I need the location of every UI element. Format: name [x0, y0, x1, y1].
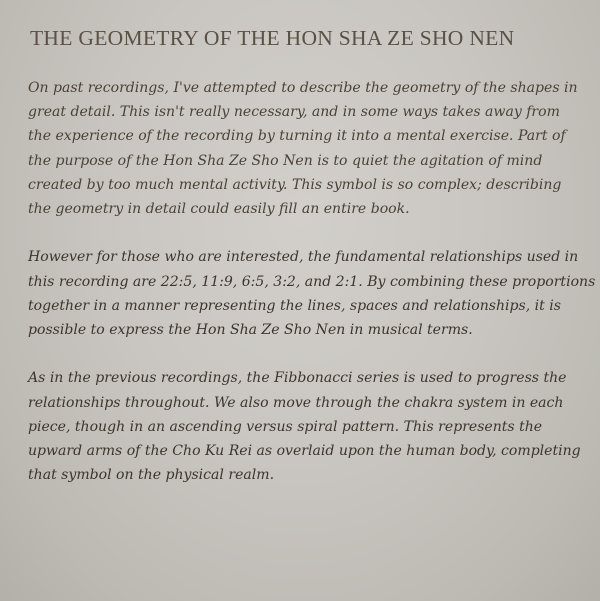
text-line: together in a manner representing the lines, spaces and relationships, it is: [28, 297, 561, 314]
text-line: relationships throughout. We also move through the chakra system in each: [28, 394, 564, 411]
text-line: piece, though in an ascending versus spiral pattern. This represents the: [28, 418, 543, 435]
text-line: On past recordings, I've attempted to describe the geometry of the shapes in: [28, 80, 578, 96]
text-line: great detail. This isn't really necessary, and in some ways takes away from: [28, 104, 560, 121]
text-line: As in the previous recordings, the Fibbonacci series is used to progress the: [28, 370, 567, 387]
paragraph-fibonacci: [28, 366, 593, 487]
text-line: possible to express the Hon Sha Ze Sho Nen in musical terms.: [28, 322, 473, 339]
text-line: created by too much mental activity. This symbol is so complex; describing: [28, 176, 562, 193]
text-line: that symbol on the physical realm.: [28, 467, 275, 484]
body-text: [28, 76, 596, 512]
text-line: this recording are 22:5, 11:9, 6:5, 3:2, and 2:1. By combining these proportions: [28, 273, 596, 290]
text-line: the experience of the recording by turning it into a mental exercise. Part of: [28, 128, 566, 145]
text-line: the geometry in detail could easily fill an entire book.: [28, 201, 410, 218]
paragraph-past-recordings: [28, 76, 593, 221]
text-line: upward arms of the Cho Ku Rei as overlaid upon the human body, completing: [28, 443, 581, 460]
paragraph-relationships: [28, 245, 596, 342]
text-line: However for those who are interested, the fundamental relationships used in: [28, 249, 579, 266]
text-line: the purpose of the Hon Sha Ze Sho Nen is to quiet the agitation of mind: [28, 152, 543, 169]
page-title: THE GEOMETRY OF THE HON SHA ZE SHO NEN: [30, 26, 515, 50]
